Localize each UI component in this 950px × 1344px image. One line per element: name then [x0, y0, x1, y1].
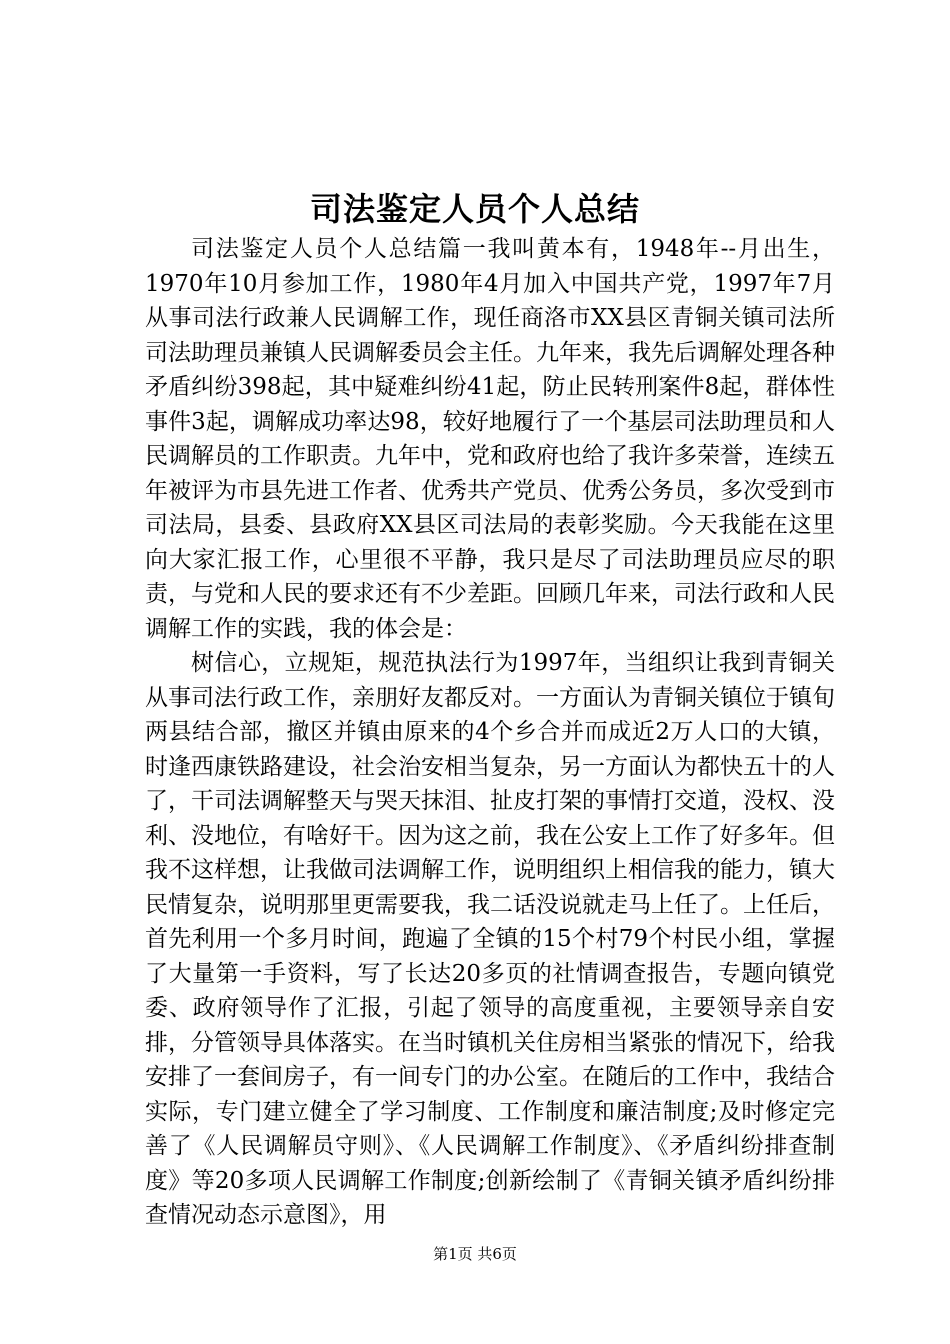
paragraph: 司法鉴定人员个人总结篇一我叫黄本有，1948年--月出生，1970年10月参加工作，1980年4月加入中国共产党，1997年7月从事司法行政兼人民调解工作，现任商洛市XX县区青铜关镇司法所司法助理员兼镇人民调解委员会主任。九年来，我先后调解处理各种矛盾纠纷398起，其中疑难纠纷41起，防止民转刑案件8起，群体性事件3起，调解成功率达98，较好地履行了一个基层司法助理员和人民调解员的工作职责。九年中，党和政府也给了我许多荣誉，连续五年被评为市县先进工作者、优秀共产党员、优秀公务员，多次受到市司法局，县委、县政府XX县区司法局的表彰奖励。今天我能在这里向大家汇报工作，心里很不平静，我只是尽了司法助理员应尽的职责，与党和人民的要求还有不少差距。回顾几年来，司法行政和人民调解工作的实践，我的体会是：	[145, 236, 835, 642]
paragraph: 树信心，立规矩，规范执法行为1997年，当组织让我到青铜关从事司法行政工作，亲朋好友都反对。一方面认为青铜关镇位于镇旬两县结合部，撤区并镇由原来的4个乡合并而成近2万人口的大镇，时逢西康铁路建设，社会治安相当复杂，另一方面认为都快五十的人了，干司法调解整天与哭天抹泪、扯皮打架的事情打交道，没权、没利、没地位，有啥好干。因为这之前，我在公安上工作了好多年。但我不这样想，让我做司法调解工作，说明组织上相信我的能力，镇大民情复杂，说明那里更需要我，我二话没说就走马上任了。上任后，首先利用一个多月时间，跑遍了全镇的15个村79个村民小组，掌握了大量第一手资料，写了长达20多页的社情调查报告，专题向镇党委、政府领导作了汇报，引起了领导的高度重视，主要领导亲自安排，分管领导具体落实。在当时镇机关住房相当紧张的情况下，给我安排了一套间房子，有一间专门的办公室。在随后的工作中，我结合实际，专门建立健全了学习制度、工作制度和廉洁制度;及时修定完善了《人民调解员守则》、《人民调解工作制度》、《矛盾纠纷排查制度》等20多项人民调解工作制度;创新绘制了《青铜关镇矛盾纠纷排查情况动态示意图》，用	[145, 650, 835, 1228]
document-title: 司法鉴定人员个人总结	[309, 190, 640, 228]
page-footer: 第1页 共6页	[433, 1245, 517, 1263]
document-body	[145, 232, 835, 1233]
